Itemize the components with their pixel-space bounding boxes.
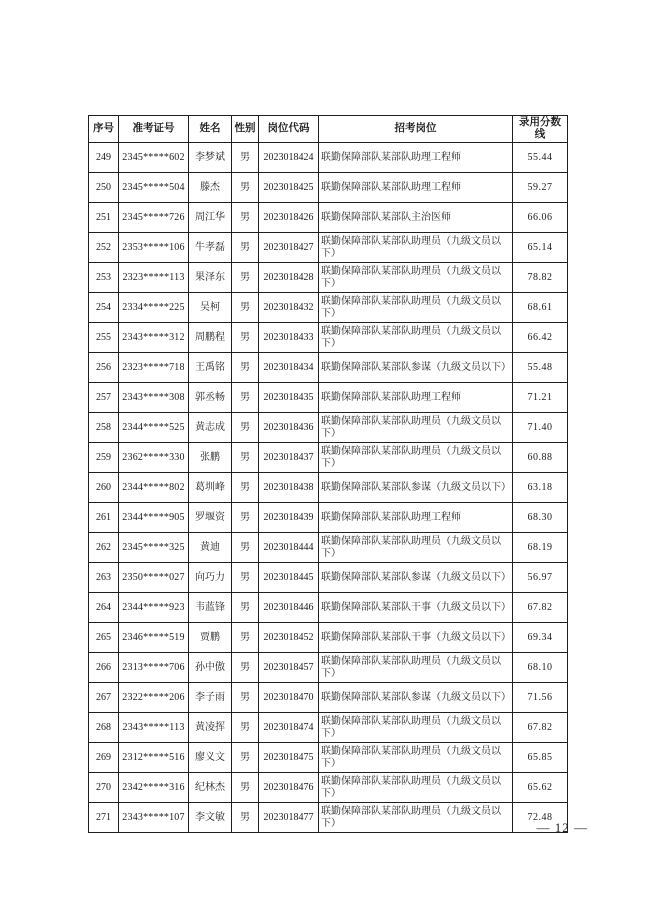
cell-job_code: 2023018444 [259, 533, 319, 563]
cell-name: 黄迪 [189, 533, 232, 563]
cell-job_code: 2023018425 [259, 173, 319, 203]
cell-exam_id: 2345*****325 [119, 533, 189, 563]
cell-job_code: 2023018457 [259, 653, 319, 683]
cell-seq: 262 [89, 533, 119, 563]
cell-position: 联勤保障部队某部队助理工程师 [319, 173, 513, 203]
cell-exam_id: 2343*****113 [119, 713, 189, 743]
cell-gender: 男 [232, 593, 259, 623]
cell-job_code: 2023018434 [259, 353, 319, 383]
cell-job_code: 2023018437 [259, 443, 319, 473]
cell-exam_id: 2343*****308 [119, 383, 189, 413]
cell-name: 周江华 [189, 203, 232, 233]
cell-seq: 263 [89, 563, 119, 593]
cell-score: 63.18 [513, 473, 568, 503]
cell-name: 纪林杰 [189, 773, 232, 803]
table-row [89, 173, 568, 203]
cell-seq: 258 [89, 413, 119, 443]
table-row [89, 593, 568, 623]
table-row [89, 383, 568, 413]
table-row [89, 503, 568, 533]
table-row [89, 293, 568, 323]
cell-name: 王禹铭 [189, 353, 232, 383]
cell-position: 联勤保障部队某部队助理员（九级文员以下） [319, 323, 513, 353]
cell-gender: 男 [232, 293, 259, 323]
cell-exam_id: 2344*****905 [119, 503, 189, 533]
cell-exam_id: 2345*****504 [119, 173, 189, 203]
cell-gender: 男 [232, 623, 259, 653]
cell-seq: 259 [89, 443, 119, 473]
cell-position: 联勤保障部队某部队干事（九级文员以下） [319, 623, 513, 653]
cell-score: 66.42 [513, 323, 568, 353]
cell-score: 78.82 [513, 263, 568, 293]
table-row [89, 623, 568, 653]
cell-gender: 男 [232, 743, 259, 773]
cell-name: 向巧力 [189, 563, 232, 593]
results-table [88, 115, 568, 833]
cell-score: 55.44 [513, 143, 568, 173]
cell-exam_id: 2344*****525 [119, 413, 189, 443]
cell-score: 56.97 [513, 563, 568, 593]
cell-position: 联勤保障部队某部队助理员（九级文员以下） [319, 743, 513, 773]
cell-name: 果泽东 [189, 263, 232, 293]
cell-job_code: 2023018476 [259, 773, 319, 803]
cell-seq: 265 [89, 623, 119, 653]
table-row [89, 533, 568, 563]
cell-position: 联勤保障部队某部队参谋（九级文员以下） [319, 473, 513, 503]
cell-score: 71.40 [513, 413, 568, 443]
cell-position: 联勤保障部队某部队助理员（九级文员以下） [319, 233, 513, 263]
cell-score: 71.21 [513, 383, 568, 413]
table-row [89, 473, 568, 503]
cell-position: 联勤保障部队某部队助理员（九级文员以下） [319, 533, 513, 563]
table-row [89, 233, 568, 263]
cell-score: 68.30 [513, 503, 568, 533]
cell-name: 李子雨 [189, 683, 232, 713]
cell-exam_id: 2346*****519 [119, 623, 189, 653]
cell-seq: 268 [89, 713, 119, 743]
cell-job_code: 2023018477 [259, 803, 319, 833]
cell-job_code: 2023018452 [259, 623, 319, 653]
cell-score: 67.82 [513, 713, 568, 743]
cell-exam_id: 2323*****718 [119, 353, 189, 383]
cell-seq: 257 [89, 383, 119, 413]
cell-seq: 260 [89, 473, 119, 503]
cell-seq: 253 [89, 263, 119, 293]
cell-gender: 男 [232, 173, 259, 203]
cell-exam_id: 2312*****516 [119, 743, 189, 773]
cell-position: 联勤保障部队某部队助理工程师 [319, 503, 513, 533]
cell-seq: 264 [89, 593, 119, 623]
table-row [89, 683, 568, 713]
cell-gender: 男 [232, 773, 259, 803]
table-row [89, 263, 568, 293]
table-row [89, 353, 568, 383]
cell-exam_id: 2353*****106 [119, 233, 189, 263]
cell-name: 韦蓝锋 [189, 593, 232, 623]
cell-position: 联勤保障部队某部队主治医师 [319, 203, 513, 233]
cell-gender: 男 [232, 203, 259, 233]
cell-seq: 261 [89, 503, 119, 533]
cell-position: 联勤保障部队某部队助理工程师 [319, 143, 513, 173]
cell-job_code: 2023018436 [259, 413, 319, 443]
results-table-body [89, 143, 568, 833]
cell-gender: 男 [232, 323, 259, 353]
cell-job_code: 2023018428 [259, 263, 319, 293]
cell-gender: 男 [232, 563, 259, 593]
cell-score: 72.48 [513, 803, 568, 833]
column-header-position: 招考岗位 [319, 116, 513, 143]
cell-gender: 男 [232, 803, 259, 833]
table-row [89, 323, 568, 353]
cell-job_code: 2023018424 [259, 143, 319, 173]
cell-name: 贾鹏 [189, 623, 232, 653]
cell-gender: 男 [232, 143, 259, 173]
cell-exam_id: 2334*****225 [119, 293, 189, 323]
cell-name: 葛圳峰 [189, 473, 232, 503]
cell-job_code: 2023018427 [259, 233, 319, 263]
column-header-score: 录用分数线 [513, 116, 568, 143]
cell-exam_id: 2342*****316 [119, 773, 189, 803]
cell-position: 联勤保障部队某部队干事（九级文员以下） [319, 593, 513, 623]
cell-position: 联勤保障部队某部队助理员（九级文员以下） [319, 293, 513, 323]
cell-exam_id: 2322*****206 [119, 683, 189, 713]
column-header-exam_id: 准考证号 [119, 116, 189, 143]
table-row [89, 773, 568, 803]
cell-exam_id: 2350*****027 [119, 563, 189, 593]
cell-score: 71.56 [513, 683, 568, 713]
cell-seq: 267 [89, 683, 119, 713]
cell-gender: 男 [232, 533, 259, 563]
column-header-seq: 序号 [89, 116, 119, 143]
column-header-gender: 性别 [232, 116, 259, 143]
cell-gender: 男 [232, 713, 259, 743]
table-row [89, 143, 568, 173]
cell-job_code: 2023018470 [259, 683, 319, 713]
cell-gender: 男 [232, 353, 259, 383]
table-row [89, 743, 568, 773]
cell-exam_id: 2344*****923 [119, 593, 189, 623]
cell-position: 联勤保障部队某部队助理员（九级文员以下） [319, 653, 513, 683]
cell-score: 65.14 [513, 233, 568, 263]
cell-score: 67.82 [513, 593, 568, 623]
table-row [89, 443, 568, 473]
column-header-job_code: 岗位代码 [259, 116, 319, 143]
cell-name: 郭丞畅 [189, 383, 232, 413]
cell-seq: 251 [89, 203, 119, 233]
column-header-name: 姓名 [189, 116, 232, 143]
cell-exam_id: 2313*****706 [119, 653, 189, 683]
cell-exam_id: 2345*****726 [119, 203, 189, 233]
cell-score: 69.34 [513, 623, 568, 653]
cell-seq: 266 [89, 653, 119, 683]
cell-score: 66.06 [513, 203, 568, 233]
cell-name: 周鹏程 [189, 323, 232, 353]
cell-position: 联勤保障部队某部队助理员（九级文员以下） [319, 713, 513, 743]
cell-seq: 254 [89, 293, 119, 323]
cell-name: 牛孝磊 [189, 233, 232, 263]
cell-gender: 男 [232, 263, 259, 293]
cell-name: 李文敏 [189, 803, 232, 833]
table-row [89, 653, 568, 683]
cell-job_code: 2023018446 [259, 593, 319, 623]
table-row [89, 413, 568, 443]
cell-job_code: 2023018438 [259, 473, 319, 503]
cell-position: 联勤保障部队某部队参谋（九级文员以下） [319, 353, 513, 383]
cell-seq: 249 [89, 143, 119, 173]
cell-name: 罗堰资 [189, 503, 232, 533]
cell-exam_id: 2362*****330 [119, 443, 189, 473]
cell-score: 55.48 [513, 353, 568, 383]
cell-job_code: 2023018445 [259, 563, 319, 593]
cell-job_code: 2023018475 [259, 743, 319, 773]
cell-gender: 男 [232, 503, 259, 533]
cell-job_code: 2023018426 [259, 203, 319, 233]
cell-name: 孙中傲 [189, 653, 232, 683]
cell-name: 廖义文 [189, 743, 232, 773]
cell-seq: 271 [89, 803, 119, 833]
cell-score: 68.19 [513, 533, 568, 563]
cell-seq: 252 [89, 233, 119, 263]
cell-seq: 250 [89, 173, 119, 203]
cell-gender: 男 [232, 383, 259, 413]
cell-exam_id: 2344*****802 [119, 473, 189, 503]
cell-gender: 男 [232, 473, 259, 503]
cell-exam_id: 2345*****602 [119, 143, 189, 173]
cell-position: 联勤保障部队某部队参谋（九级文员以下） [319, 683, 513, 713]
cell-position: 联勤保障部队某部队助理员（九级文员以下） [319, 413, 513, 443]
cell-score: 65.85 [513, 743, 568, 773]
cell-position: 联勤保障部队某部队参谋（九级文员以下） [319, 563, 513, 593]
cell-position: 联勤保障部队某部队助理工程师 [319, 383, 513, 413]
cell-job_code: 2023018433 [259, 323, 319, 353]
header-row [89, 116, 568, 143]
cell-gender: 男 [232, 683, 259, 713]
table-header [89, 116, 568, 143]
cell-seq: 255 [89, 323, 119, 353]
table-row [89, 203, 568, 233]
cell-score: 59.27 [513, 173, 568, 203]
cell-gender: 男 [232, 443, 259, 473]
cell-gender: 男 [232, 413, 259, 443]
cell-seq: 256 [89, 353, 119, 383]
cell-gender: 男 [232, 653, 259, 683]
cell-job_code: 2023018432 [259, 293, 319, 323]
cell-job_code: 2023018435 [259, 383, 319, 413]
cell-seq: 269 [89, 743, 119, 773]
cell-name: 吴柯 [189, 293, 232, 323]
cell-exam_id: 2343*****107 [119, 803, 189, 833]
cell-score: 65.62 [513, 773, 568, 803]
cell-exam_id: 2343*****312 [119, 323, 189, 353]
table-row [89, 563, 568, 593]
cell-name: 张鹏 [189, 443, 232, 473]
cell-score: 68.61 [513, 293, 568, 323]
cell-seq: 270 [89, 773, 119, 803]
table-row [89, 713, 568, 743]
cell-name: 李梦斌 [189, 143, 232, 173]
cell-gender: 男 [232, 233, 259, 263]
cell-position: 联勤保障部队某部队助理员（九级文员以下） [319, 263, 513, 293]
cell-exam_id: 2323*****113 [119, 263, 189, 293]
cell-job_code: 2023018474 [259, 713, 319, 743]
cell-score: 68.10 [513, 653, 568, 683]
table-row [89, 803, 568, 833]
cell-position: 联勤保障部队某部队助理员（九级文员以下） [319, 443, 513, 473]
cell-position: 联勤保障部队某部队助理员（九级文员以下） [319, 773, 513, 803]
cell-name: 黄凌挥 [189, 713, 232, 743]
cell-name: 滕杰 [189, 173, 232, 203]
page-number: — 12 — [536, 820, 588, 835]
cell-job_code: 2023018439 [259, 503, 319, 533]
cell-name: 黄志成 [189, 413, 232, 443]
cell-score: 60.88 [513, 443, 568, 473]
cell-position: 联勤保障部队某部队助理员（九级文员以下） [319, 803, 513, 833]
